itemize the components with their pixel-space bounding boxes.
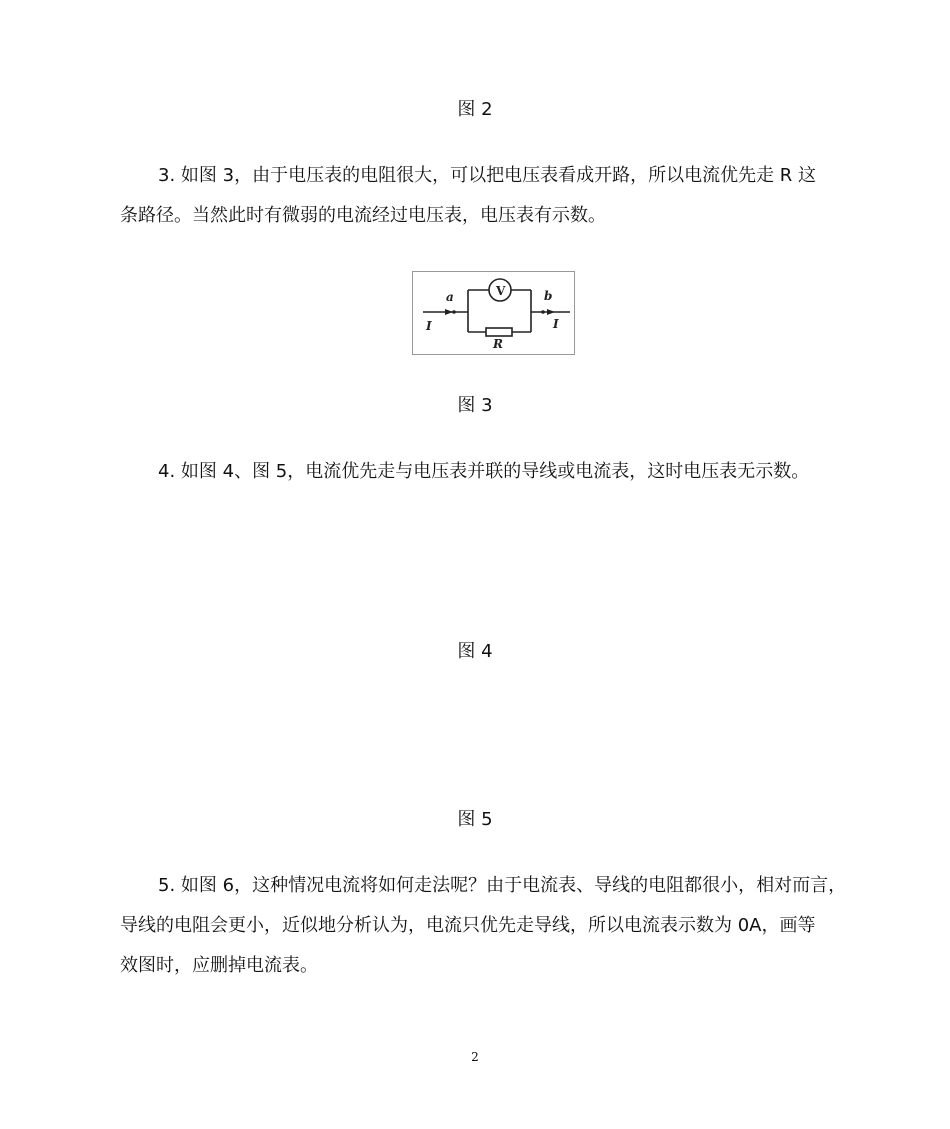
- node-a: [452, 310, 456, 314]
- paragraph-4-line-1: 4. 如图 4、图 5，电流优先走与电压表并联的导线或电流表，这时电压表无示数。: [158, 461, 810, 482]
- figure-3-circuit-diagram: [412, 271, 575, 355]
- resistor: [486, 328, 512, 336]
- paragraph-4: [120, 452, 832, 492]
- arrow-in-icon: [445, 309, 453, 315]
- paragraph-5-line-2: 导线的电阻会更小，近似地分析认为，电流只优先走导线，所以电流表示数为 0A，画等: [120, 915, 816, 936]
- current-out-label: I: [553, 317, 559, 331]
- figure-5-caption: 图 5: [457, 809, 493, 830]
- paragraph-5-line-3: 效图时，应删掉电流表。: [120, 955, 318, 976]
- circuit-diagram: [413, 272, 574, 354]
- paragraph-5: [120, 866, 847, 986]
- paragraph-3-line-2: 条路径。当然此时有微弱的电流经过电压表，电压表有示数。: [120, 205, 606, 226]
- paragraph-5-line-1: 5. 如图 6，这种情况电流将如何走法呢？由于电流表、导线的电阻都很小，相对而言，: [158, 875, 847, 896]
- page-number: 2: [471, 1050, 479, 1064]
- figure-4-caption: 图 4: [457, 641, 493, 662]
- paragraph-3-line-1: 3. 如图 3，由于电压表的电阻很大，可以把电压表看成开路，所以电流优先走 R 这: [158, 165, 817, 186]
- current-in-label: I: [426, 319, 432, 333]
- voltmeter-label: V: [496, 284, 506, 298]
- node-b: [541, 310, 545, 314]
- label-b: b: [544, 289, 553, 303]
- paragraph-3: [120, 156, 832, 236]
- figure-2-caption: 图 2: [457, 99, 493, 120]
- arrow-out-icon: [547, 309, 555, 315]
- label-a: a: [446, 290, 454, 304]
- figure-3-caption: 图 3: [457, 395, 493, 416]
- resistor-label: R: [493, 337, 503, 351]
